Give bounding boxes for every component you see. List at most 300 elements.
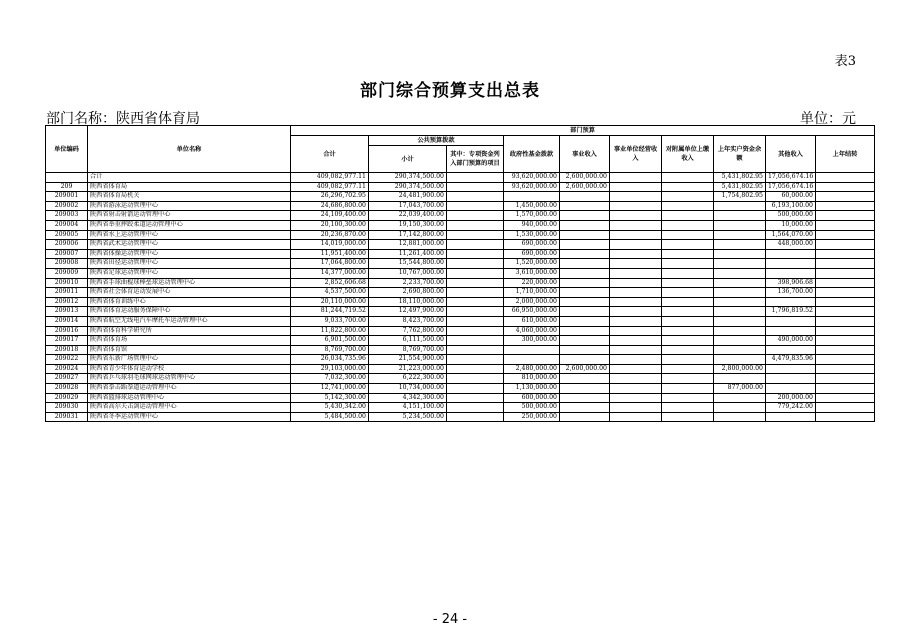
cell-unit-code: 209004 (46, 220, 88, 230)
cell-total: 5,430,342.00 (291, 403, 369, 413)
cell-total: 24,109,400.00 (291, 211, 369, 221)
cell-subtotal: 6,111,500.00 (369, 336, 447, 346)
cell-total: 4,537,500.00 (291, 288, 369, 298)
table-row (46, 364, 875, 374)
cell-total: 12,741,000.00 (291, 384, 369, 394)
cell-special-fund (447, 288, 504, 298)
cell-carryover-funds (714, 201, 766, 211)
cell-special-fund (447, 374, 504, 384)
cell-gov-fund: 2,480,000.00 (504, 364, 560, 374)
cell-subtotal: 21,223,000.00 (369, 364, 447, 374)
cell-business-income: 2,600,000.00 (560, 364, 610, 374)
table-row (46, 374, 875, 384)
header-unit-name: 单位名称 (88, 126, 291, 173)
header-gov-fund: 政府性基金拨款 (504, 136, 560, 173)
cell-gov-fund: 610,000.00 (504, 316, 560, 326)
header-subordinate-income: 对附属单位上缴收入 (662, 136, 714, 173)
cell-subtotal: 21,554,900.00 (369, 355, 447, 365)
cell-other-income: 779,242.00 (766, 403, 816, 413)
cell-business-income (560, 240, 610, 250)
cell-subtotal: 12,881,000.00 (369, 240, 447, 250)
cell-gov-fund: 3,610,000.00 (504, 268, 560, 278)
cell-unit-name: 陕西省游泳运动管理中心 (88, 201, 291, 211)
cell-total: 26,034,735.96 (291, 355, 369, 365)
cell-carryover-funds (714, 316, 766, 326)
cell-prior-carryover (816, 384, 875, 394)
currency-unit-label: 单位：元 (800, 111, 856, 127)
cell-special-fund (447, 240, 504, 250)
header-carryover-funds: 上年实户资金余额 (714, 136, 766, 173)
table-row (46, 259, 875, 269)
cell-prior-carryover (816, 201, 875, 211)
cell-unit-code: 209028 (46, 384, 88, 394)
cell-special-fund (447, 249, 504, 259)
cell-prior-carryover (816, 297, 875, 307)
cell-special-fund (447, 355, 504, 365)
cell-business-income (560, 384, 610, 394)
table-row (46, 297, 875, 307)
cell-business-income (560, 355, 610, 365)
budget-expenditure-table (45, 125, 875, 422)
cell-operating-income (610, 307, 662, 317)
cell-subordinate-income (662, 355, 714, 365)
header-unit-code: 单位编码 (46, 126, 88, 173)
table-row (46, 249, 875, 259)
cell-special-fund (447, 211, 504, 221)
cell-operating-income (610, 412, 662, 422)
cell-operating-income (610, 230, 662, 240)
cell-subordinate-income (662, 201, 714, 211)
cell-carryover-funds (714, 278, 766, 288)
cell-carryover-funds (714, 326, 766, 336)
cell-subtotal: 22,039,400.00 (369, 211, 447, 221)
cell-carryover-funds (714, 297, 766, 307)
table-row (46, 326, 875, 336)
cell-unit-name: 陕西省拳击跆拳道运动管理中心 (88, 384, 291, 394)
cell-gov-fund: 300,000.00 (504, 336, 560, 346)
cell-subordinate-income (662, 240, 714, 250)
cell-prior-carryover (816, 192, 875, 202)
cell-subordinate-income (662, 345, 714, 355)
cell-operating-income (610, 364, 662, 374)
cell-operating-income (610, 268, 662, 278)
cell-other-income (766, 364, 816, 374)
cell-special-fund (447, 345, 504, 355)
cell-carryover-funds (714, 307, 766, 317)
header-dept-budget: 部门预算 (291, 126, 875, 136)
cell-gov-fund: 250,000.00 (504, 412, 560, 422)
cell-unit-code: 209008 (46, 259, 88, 269)
cell-subordinate-income (662, 230, 714, 240)
cell-unit-name: 陕西省体育局机关 (88, 192, 291, 202)
cell-unit-name: 陕西省篮排球运动管理中心 (88, 393, 291, 403)
cell-business-income (560, 326, 610, 336)
cell-subtotal: 17,142,800.00 (369, 230, 447, 240)
cell-subtotal: 17,043,700.00 (369, 201, 447, 211)
cell-special-fund (447, 220, 504, 230)
cell-other-income: 10,000.00 (766, 220, 816, 230)
cell-unit-code: 209014 (46, 316, 88, 326)
cell-subtotal: 2,233,700.00 (369, 278, 447, 288)
cell-total: 11,822,800.00 (291, 326, 369, 336)
cell-gov-fund: 690,000.00 (504, 249, 560, 259)
cell-other-income (766, 297, 816, 307)
cell-subordinate-income (662, 403, 714, 413)
cell-other-income: 60,000.00 (766, 192, 816, 202)
cell-prior-carryover (816, 316, 875, 326)
cell-total: 20,236,870.00 (291, 230, 369, 240)
cell-operating-income (610, 173, 662, 183)
cell-carryover-funds: 5,431,802.95 (714, 173, 766, 183)
cell-total: 17,064,800.00 (291, 259, 369, 269)
cell-carryover-funds (714, 230, 766, 240)
cell-unit-name: 陕西省体育馆 (88, 345, 291, 355)
cell-subordinate-income (662, 268, 714, 278)
cell-gov-fund: 220,000.00 (504, 278, 560, 288)
cell-special-fund (447, 364, 504, 374)
cell-unit-code: 209011 (46, 288, 88, 298)
cell-operating-income (610, 201, 662, 211)
cell-unit-code: 209 (46, 182, 88, 192)
table-row (46, 316, 875, 326)
cell-business-income: 2,600,000.00 (560, 173, 610, 183)
cell-carryover-funds: 5,431,802.95 (714, 182, 766, 192)
cell-total: 26,296,702.95 (291, 192, 369, 202)
cell-subtotal: 10,734,000.00 (369, 384, 447, 394)
cell-total: 7,032,300.00 (291, 374, 369, 384)
cell-unit-name: 陕西省航空无线电汽车摩托车运动管理中心 (88, 316, 291, 326)
cell-subordinate-income (662, 393, 714, 403)
cell-carryover-funds (714, 393, 766, 403)
cell-special-fund (447, 259, 504, 269)
cell-prior-carryover (816, 288, 875, 298)
cell-other-income: 398,906.68 (766, 278, 816, 288)
cell-other-income: 1,564,070.00 (766, 230, 816, 240)
cell-operating-income (610, 316, 662, 326)
cell-operating-income (610, 240, 662, 250)
cell-unit-name: 陕西省冬季运动管理中心 (88, 412, 291, 422)
cell-special-fund (447, 316, 504, 326)
cell-unit-name: 陕西省足球运动管理中心 (88, 268, 291, 278)
cell-carryover-funds (714, 403, 766, 413)
cell-subtotal: 12,497,900.00 (369, 307, 447, 317)
cell-unit-code: 209006 (46, 240, 88, 250)
page-title: 部门综合预算支出总表 (360, 81, 540, 101)
cell-unit-code: 209024 (46, 364, 88, 374)
cell-subtotal: 18,110,000.00 (369, 297, 447, 307)
cell-total: 409,082,977.11 (291, 173, 369, 183)
cell-unit-code: 209005 (46, 230, 88, 240)
cell-operating-income (610, 278, 662, 288)
cell-subtotal: 24,481,900.00 (369, 192, 447, 202)
cell-carryover-funds (714, 345, 766, 355)
cell-total: 14,019,000.00 (291, 240, 369, 250)
cell-prior-carryover (816, 240, 875, 250)
cell-business-income (560, 259, 610, 269)
cell-carryover-funds (714, 412, 766, 422)
cell-operating-income (610, 345, 662, 355)
cell-special-fund (447, 268, 504, 278)
header-total: 合计 (291, 136, 369, 173)
cell-subordinate-income (662, 374, 714, 384)
cell-prior-carryover (816, 173, 875, 183)
table-row (46, 220, 875, 230)
cell-unit-name: 陕西省田径运动管理中心 (88, 259, 291, 269)
cell-prior-carryover (816, 268, 875, 278)
cell-prior-carryover (816, 403, 875, 413)
cell-business-income (560, 220, 610, 230)
cell-business-income (560, 249, 610, 259)
cell-subordinate-income (662, 173, 714, 183)
cell-special-fund (447, 393, 504, 403)
cell-special-fund (447, 182, 504, 192)
cell-unit-name: 陕西省社会体育运动发展中心 (88, 288, 291, 298)
cell-subordinate-income (662, 384, 714, 394)
cell-prior-carryover (816, 249, 875, 259)
cell-other-income: 448,000.00 (766, 240, 816, 250)
table-row (46, 201, 875, 211)
cell-operating-income (610, 249, 662, 259)
cell-prior-carryover (816, 326, 875, 336)
cell-operating-income (610, 182, 662, 192)
cell-business-income (560, 288, 610, 298)
cell-prior-carryover (816, 355, 875, 365)
page-number: - 24 - (432, 612, 468, 627)
cell-unit-name: 陕西省乒乓球羽毛球网球运动管理中心 (88, 374, 291, 384)
cell-prior-carryover (816, 307, 875, 317)
header-prior-carryover: 上年结转 (816, 136, 875, 173)
cell-unit-code: 209031 (46, 412, 88, 422)
cell-operating-income (610, 393, 662, 403)
table-row (46, 192, 875, 202)
cell-unit-code: 209016 (46, 326, 88, 336)
cell-other-income: 1,796,819.52 (766, 307, 816, 317)
cell-other-income: 17,056,674.16 (766, 182, 816, 192)
cell-gov-fund (504, 345, 560, 355)
cell-business-income (560, 278, 610, 288)
cell-subordinate-income (662, 336, 714, 346)
cell-prior-carryover (816, 278, 875, 288)
cell-carryover-funds (714, 240, 766, 250)
cell-total: 409,082,977.11 (291, 182, 369, 192)
cell-unit-name: 陕西省水上运动管理中心 (88, 230, 291, 240)
cell-special-fund (447, 278, 504, 288)
cell-gov-fund: 1,520,000.00 (504, 259, 560, 269)
table-row (46, 384, 875, 394)
cell-gov-fund (504, 192, 560, 202)
cell-unit-name: 陕西省体育科学研究所 (88, 326, 291, 336)
cell-total: 8,769,700.00 (291, 345, 369, 355)
cell-subtotal: 290,374,500.00 (369, 182, 447, 192)
cell-unit-code (46, 173, 88, 183)
cell-total: 9,033,700.00 (291, 316, 369, 326)
cell-subordinate-income (662, 288, 714, 298)
cell-subtotal: 8,769,700.00 (369, 345, 447, 355)
cell-business-income (560, 192, 610, 202)
cell-prior-carryover (816, 220, 875, 230)
cell-unit-code: 209030 (46, 403, 88, 413)
cell-carryover-funds (714, 336, 766, 346)
cell-subtotal: 5,234,500.00 (369, 412, 447, 422)
cell-total: 5,484,500.00 (291, 412, 369, 422)
cell-operating-income (610, 288, 662, 298)
cell-other-income (766, 412, 816, 422)
cell-gov-fund: 600,000.00 (504, 393, 560, 403)
cell-unit-name: 陕西省体育局 (88, 182, 291, 192)
cell-unit-name: 陕西省高尔夫击剑运动管理中心 (88, 403, 291, 413)
table-row (46, 240, 875, 250)
cell-other-income (766, 259, 816, 269)
cell-unit-code: 209022 (46, 355, 88, 365)
cell-subtotal: 10,767,000.00 (369, 268, 447, 278)
cell-operating-income (610, 211, 662, 221)
cell-operating-income (610, 403, 662, 413)
cell-gov-fund: 1,450,000.00 (504, 201, 560, 211)
cell-unit-code: 209010 (46, 278, 88, 288)
table-row (46, 268, 875, 278)
cell-subtotal: 19,150,300.00 (369, 220, 447, 230)
cell-business-income (560, 230, 610, 240)
cell-unit-name: 陕西省举重摔跤柔道运动管理中心 (88, 220, 291, 230)
cell-subordinate-income (662, 412, 714, 422)
cell-subtotal: 4,151,100.00 (369, 403, 447, 413)
cell-carryover-funds (714, 374, 766, 384)
cell-carryover-funds (714, 249, 766, 259)
cell-unit-code: 209017 (46, 336, 88, 346)
cell-unit-code: 209002 (46, 201, 88, 211)
cell-unit-code: 209027 (46, 374, 88, 384)
cell-special-fund (447, 403, 504, 413)
cell-subordinate-income (662, 220, 714, 230)
cell-unit-code: 209029 (46, 393, 88, 403)
cell-unit-name: 合计 (88, 173, 291, 183)
cell-special-fund (447, 192, 504, 202)
cell-gov-fund: 690,000.00 (504, 240, 560, 250)
header-operating-income: 事业单位经营收入 (610, 136, 662, 173)
cell-other-income: 6,193,100.00 (766, 201, 816, 211)
cell-other-income (766, 316, 816, 326)
cell-gov-fund: 66,950,000.00 (504, 307, 560, 317)
cell-prior-carryover (816, 259, 875, 269)
cell-total: 11,951,400.00 (291, 249, 369, 259)
cell-carryover-funds: 877,000.00 (714, 384, 766, 394)
cell-subordinate-income (662, 192, 714, 202)
cell-unit-name: 陕西省体育场 (88, 336, 291, 346)
table-body (46, 173, 875, 422)
cell-prior-carryover (816, 364, 875, 374)
cell-other-income (766, 326, 816, 336)
cell-total: 6,901,500.00 (291, 336, 369, 346)
cell-subtotal: 11,261,400.00 (369, 249, 447, 259)
cell-carryover-funds (714, 220, 766, 230)
cell-prior-carryover (816, 374, 875, 384)
cell-business-income (560, 336, 610, 346)
cell-operating-income (610, 297, 662, 307)
cell-unit-code: 209012 (46, 297, 88, 307)
cell-subtotal: 2,690,800.00 (369, 288, 447, 298)
cell-carryover-funds (714, 268, 766, 278)
cell-subordinate-income (662, 182, 714, 192)
cell-gov-fund: 1,570,000.00 (504, 211, 560, 221)
header-other-income: 其他收入 (766, 136, 816, 173)
cell-unit-code: 209018 (46, 345, 88, 355)
cell-carryover-funds: 2,800,000.00 (714, 364, 766, 374)
cell-carryover-funds: 1,754,802.95 (714, 192, 766, 202)
cell-special-fund (447, 326, 504, 336)
cell-subordinate-income (662, 297, 714, 307)
cell-prior-carryover (816, 336, 875, 346)
table-row (46, 278, 875, 288)
cell-total: 5,142,300.00 (291, 393, 369, 403)
cell-operating-income (610, 384, 662, 394)
cell-gov-fund: 2,000,000.00 (504, 297, 560, 307)
cell-subordinate-income (662, 316, 714, 326)
cell-other-income: 500,000.00 (766, 211, 816, 221)
cell-special-fund (447, 384, 504, 394)
cell-total: 14,377,000.00 (291, 268, 369, 278)
table-row (46, 230, 875, 240)
cell-business-income (560, 211, 610, 221)
cell-subtotal: 4,342,300.00 (369, 393, 447, 403)
cell-subordinate-income (662, 249, 714, 259)
cell-special-fund (447, 201, 504, 211)
cell-total: 2,852,606.68 (291, 278, 369, 288)
cell-other-income (766, 249, 816, 259)
table-number-label: 表3 (834, 54, 856, 69)
cell-subtotal: 8,423,700.00 (369, 316, 447, 326)
cell-subtotal: 290,374,500.00 (369, 173, 447, 183)
table-row (46, 336, 875, 346)
cell-business-income (560, 201, 610, 211)
cell-other-income (766, 374, 816, 384)
cell-prior-carryover (816, 345, 875, 355)
cell-business-income (560, 307, 610, 317)
cell-unit-name: 陕西省武术运动管理中心 (88, 240, 291, 250)
cell-business-income (560, 297, 610, 307)
cell-other-income (766, 345, 816, 355)
table-row (46, 345, 875, 355)
header-subtotal: 小计 (369, 146, 447, 173)
cell-business-income (560, 403, 610, 413)
cell-subtotal: 7,762,800.00 (369, 326, 447, 336)
cell-gov-fund: 1,530,000.00 (504, 230, 560, 240)
header-special-fund: 其中：专项资金列入部门预算的项目 (447, 146, 504, 173)
cell-unit-name: 陕西省体育训练中心 (88, 297, 291, 307)
table-row (46, 173, 875, 183)
cell-other-income: 200,000.00 (766, 393, 816, 403)
cell-unit-code: 209007 (46, 249, 88, 259)
cell-other-income: 4,479,835.96 (766, 355, 816, 365)
cell-prior-carryover (816, 412, 875, 422)
table-row (46, 393, 875, 403)
cell-business-income: 2,600,000.00 (560, 182, 610, 192)
cell-special-fund (447, 297, 504, 307)
cell-special-fund (447, 307, 504, 317)
cell-other-income (766, 384, 816, 394)
table-row (46, 211, 875, 221)
cell-gov-fund: 1,710,000.00 (504, 288, 560, 298)
cell-prior-carryover (816, 393, 875, 403)
cell-total: 20,100,300.00 (291, 220, 369, 230)
cell-total: 81,244,719.52 (291, 307, 369, 317)
cell-gov-fund: 500,000.00 (504, 403, 560, 413)
cell-operating-income (610, 220, 662, 230)
cell-unit-name: 陕西省东新广场管理中心 (88, 355, 291, 365)
cell-operating-income (610, 259, 662, 269)
cell-unit-name: 陕西省射击射箭运动管理中心 (88, 211, 291, 221)
cell-gov-fund: 810,000.00 (504, 374, 560, 384)
cell-gov-fund (504, 355, 560, 365)
